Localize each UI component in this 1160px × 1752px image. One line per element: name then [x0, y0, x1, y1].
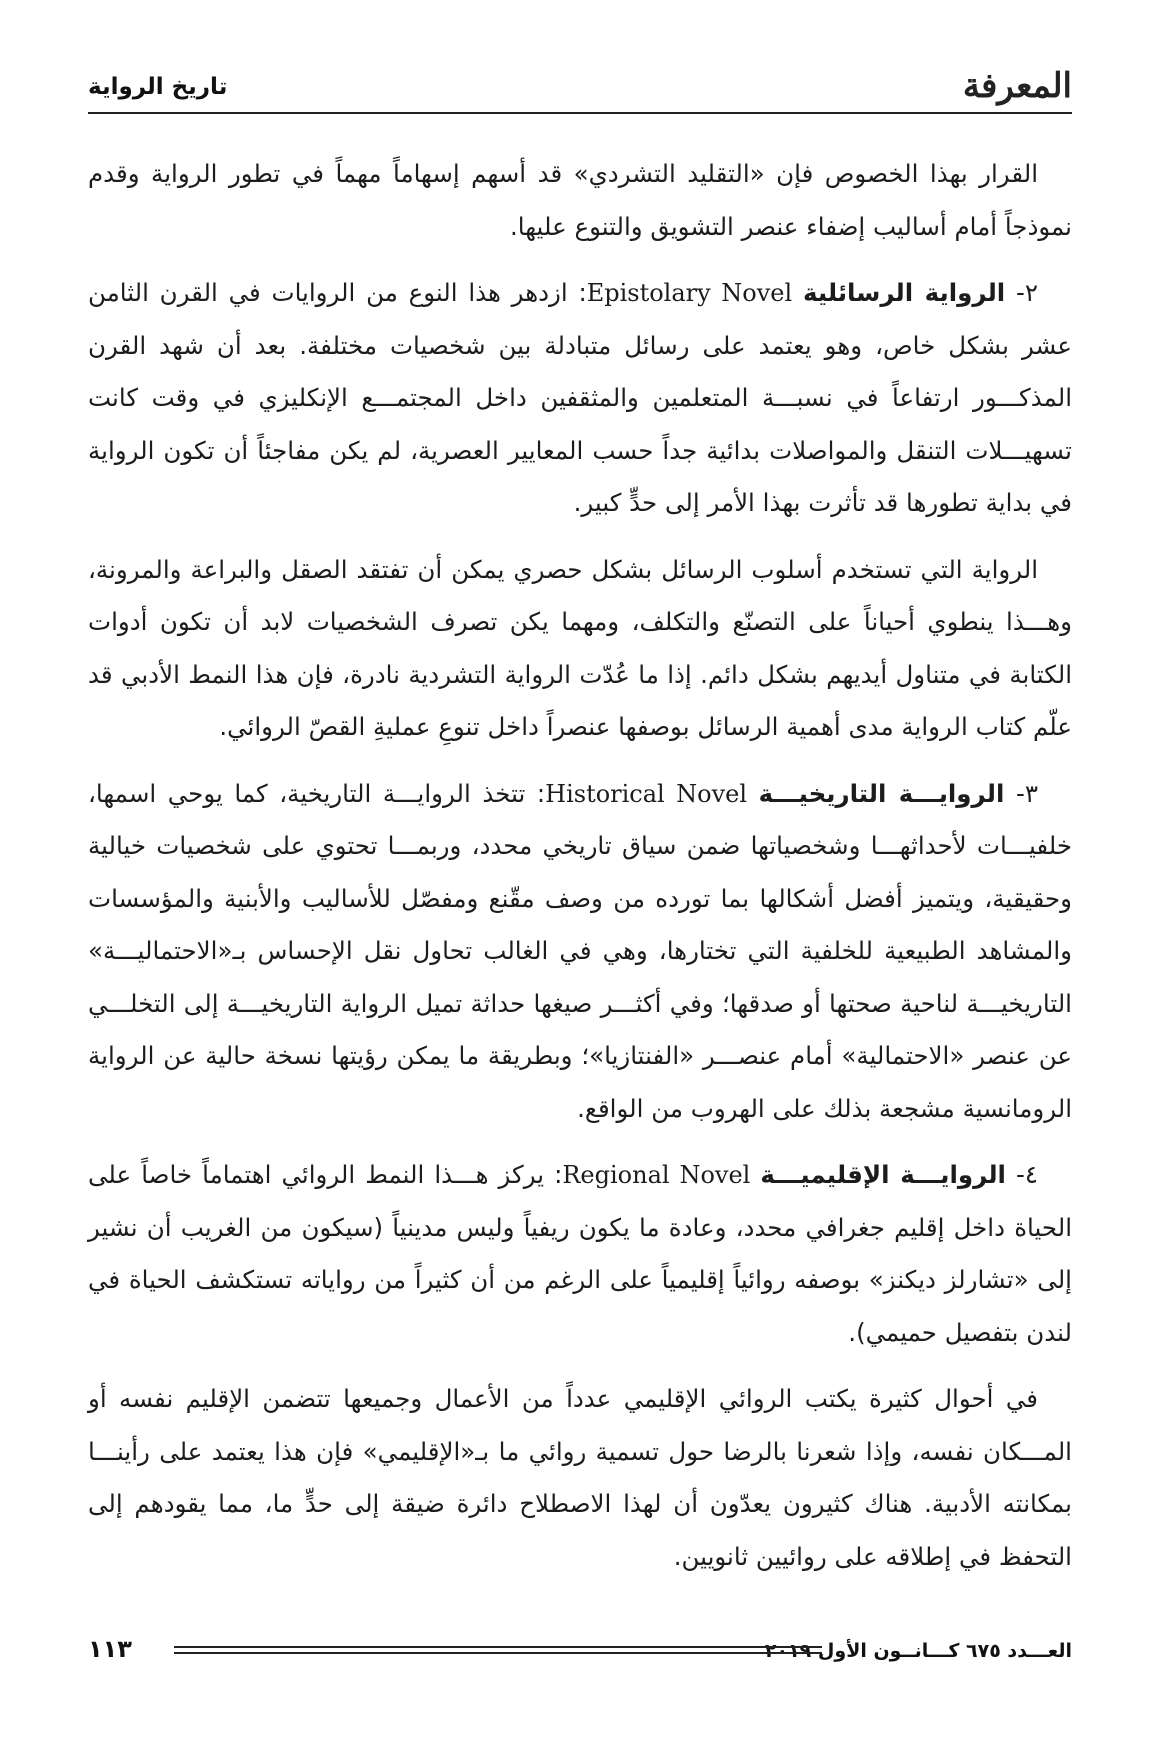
paragraph-text: : يركز هـــذا النمط الروائي اهتماماً خاصاً على الحياة داخل إقليم جغرافي محدد، وعادة ما يكون ريفياً وليس مدينياً (سيكون من الغريب أن نشير إلى «تشارلز ديكنز» بوصفه روائياً إقليمياً على الرغم من أن كثيراً من رواياته تستكشف الحياة في لندن بتفصيل حميمي).: [88, 1160, 1072, 1347]
page-number: ١١٣: [88, 1635, 132, 1663]
term-heading: الرواية الرسائلية: [802, 278, 1006, 307]
term-heading: الروايـــة التاريخيـــة: [758, 778, 1005, 808]
paragraph-picaresque-conclusion: [88, 148, 1072, 253]
page-footer: [88, 1636, 1072, 1676]
paragraph-text: : ازدهر هذا النوع من الروايات في القرن الثامن عشر بشكل خاص، وهو يعتمد على رسائل متبادلة بين شخصيات مختلفة. بعد أن شهد القرن المذكـــور ارتفاعاً في نسبـــة المتعلمين والمثقفين داخل المجتمـــع الإنكليزي في وقت كانت تسهيـــلات التنقل والمواصلات بدائية جداً حسب المعايير العصرية، لم يكن مفاجئاً أن تكون الرواية في بداية تطورها قد تأثرت بهذا الأمر إلى حدٍّ كبير.: [88, 278, 1072, 517]
section-number: ٣-: [1004, 778, 1038, 808]
paragraph-text: القرار بهذا الخصوص فإن «التقليد التشردي» قد أسهم إسهاماً مهماً في تطور الرواية وقدم نموذجاً أمام أساليب إضفاء عنصر التشويق والتنوع عليها.: [88, 159, 1072, 241]
footer-rule: [174, 1646, 822, 1654]
section-number: ٤-: [1005, 1160, 1038, 1189]
paragraph-historical-novel: [88, 768, 1072, 1136]
paragraph-epistolary-novel: [88, 267, 1072, 530]
term-english: Regional Novel: [562, 1161, 751, 1189]
header-rule: [88, 112, 1072, 114]
paragraph-regional-writers: [88, 1373, 1072, 1583]
paragraph-regional-novel: [88, 1149, 1072, 1359]
magazine-logo: المعرفة: [962, 66, 1072, 106]
paragraph-text: : تتخذ الروايـــة التاريخية، كما يوحي اسمها، خلفيـــات لأحداثهـــا وشخصياتها ضمن سياق تاريخي محدد، وربمـــا تحتوي على شخصيات خيالية وحقيقية، ويتميز أفضل أشكالها بما تورده من وصف مقّنع ومفصّل للأساليب والأبنية والمؤسسات والمشاهد الطبيعية للخلفية التي تختارها، وهي في الغالب تحاول نقل الإحساس بـ«الاحتماليـــة» التاريخيـــة لناحية صحتها أو صدقها؛ وفي أكثـــر صيغها حداثة تميل الرواية التاريخيـــة إلى التخلـــي عن عنصر «الاحتمالية» أمام عنصـــر «الفنتازيا»؛ وبطريقة ما يمكن رؤيتها نسخة حالية عن الرواية الرومانسية مشجعة بذلك على الهروب من الواقع.: [88, 778, 1072, 1123]
paragraph-text: الرواية التي تستخدم أسلوب الرسائل بشكل حصري يمكن أن تفتقد الصقل والبراعة والمرونة، وهـــذا ينطوي أحياناً على التصنّع والتكلف، ومهما يكن تصرف الشخصيات لابد أن تكون أدوات الكتابة في متناول أيديهم بشكل دائم. إذا ما عُدّت الرواية التشردية نادرة، فإن هذا النمط الأدبي قد علّم كتاب الرواية مدى أهمية الرسائل بوصفها عنصراً داخل تنوعِ عمليةِ القصّ الروائي.: [88, 554, 1072, 741]
article-body: [88, 148, 1072, 1597]
paragraph-text: في أحوال كثيرة يكتب الروائي الإقليمي عدداً من الأعمال وجميعها تتضمن الإقليم نفسه أو المـــكان نفسه، وإذا شعرنا بالرضا حول تسمية روائي ما بـ«الإقليمي» فإن هذا يعتمد على رأينـــا بمكانته الأدبية. هناك كثيرون يعدّون أن لهذا الاصطلاح دائرة ضيقة إلى حدٍّ ما، مما يقودهم إلى التحفظ في إطلاقه على روائيين ثانويين.: [88, 1384, 1072, 1571]
term-english: Epistolary Novel: [586, 279, 793, 307]
section-number: ٢-: [1005, 278, 1038, 307]
issue-info: العـــدد ٦٧٥ كـــانــون الأول ٢٠١٩: [764, 1640, 1072, 1662]
page-header: [88, 58, 1072, 114]
section-title: تاريخ الرواية: [88, 74, 228, 100]
paragraph-epistolary-style: [88, 544, 1072, 754]
term-heading: الروايـــة الإقليميـــة: [760, 1160, 1006, 1189]
term-english: Historical Novel: [545, 779, 748, 808]
